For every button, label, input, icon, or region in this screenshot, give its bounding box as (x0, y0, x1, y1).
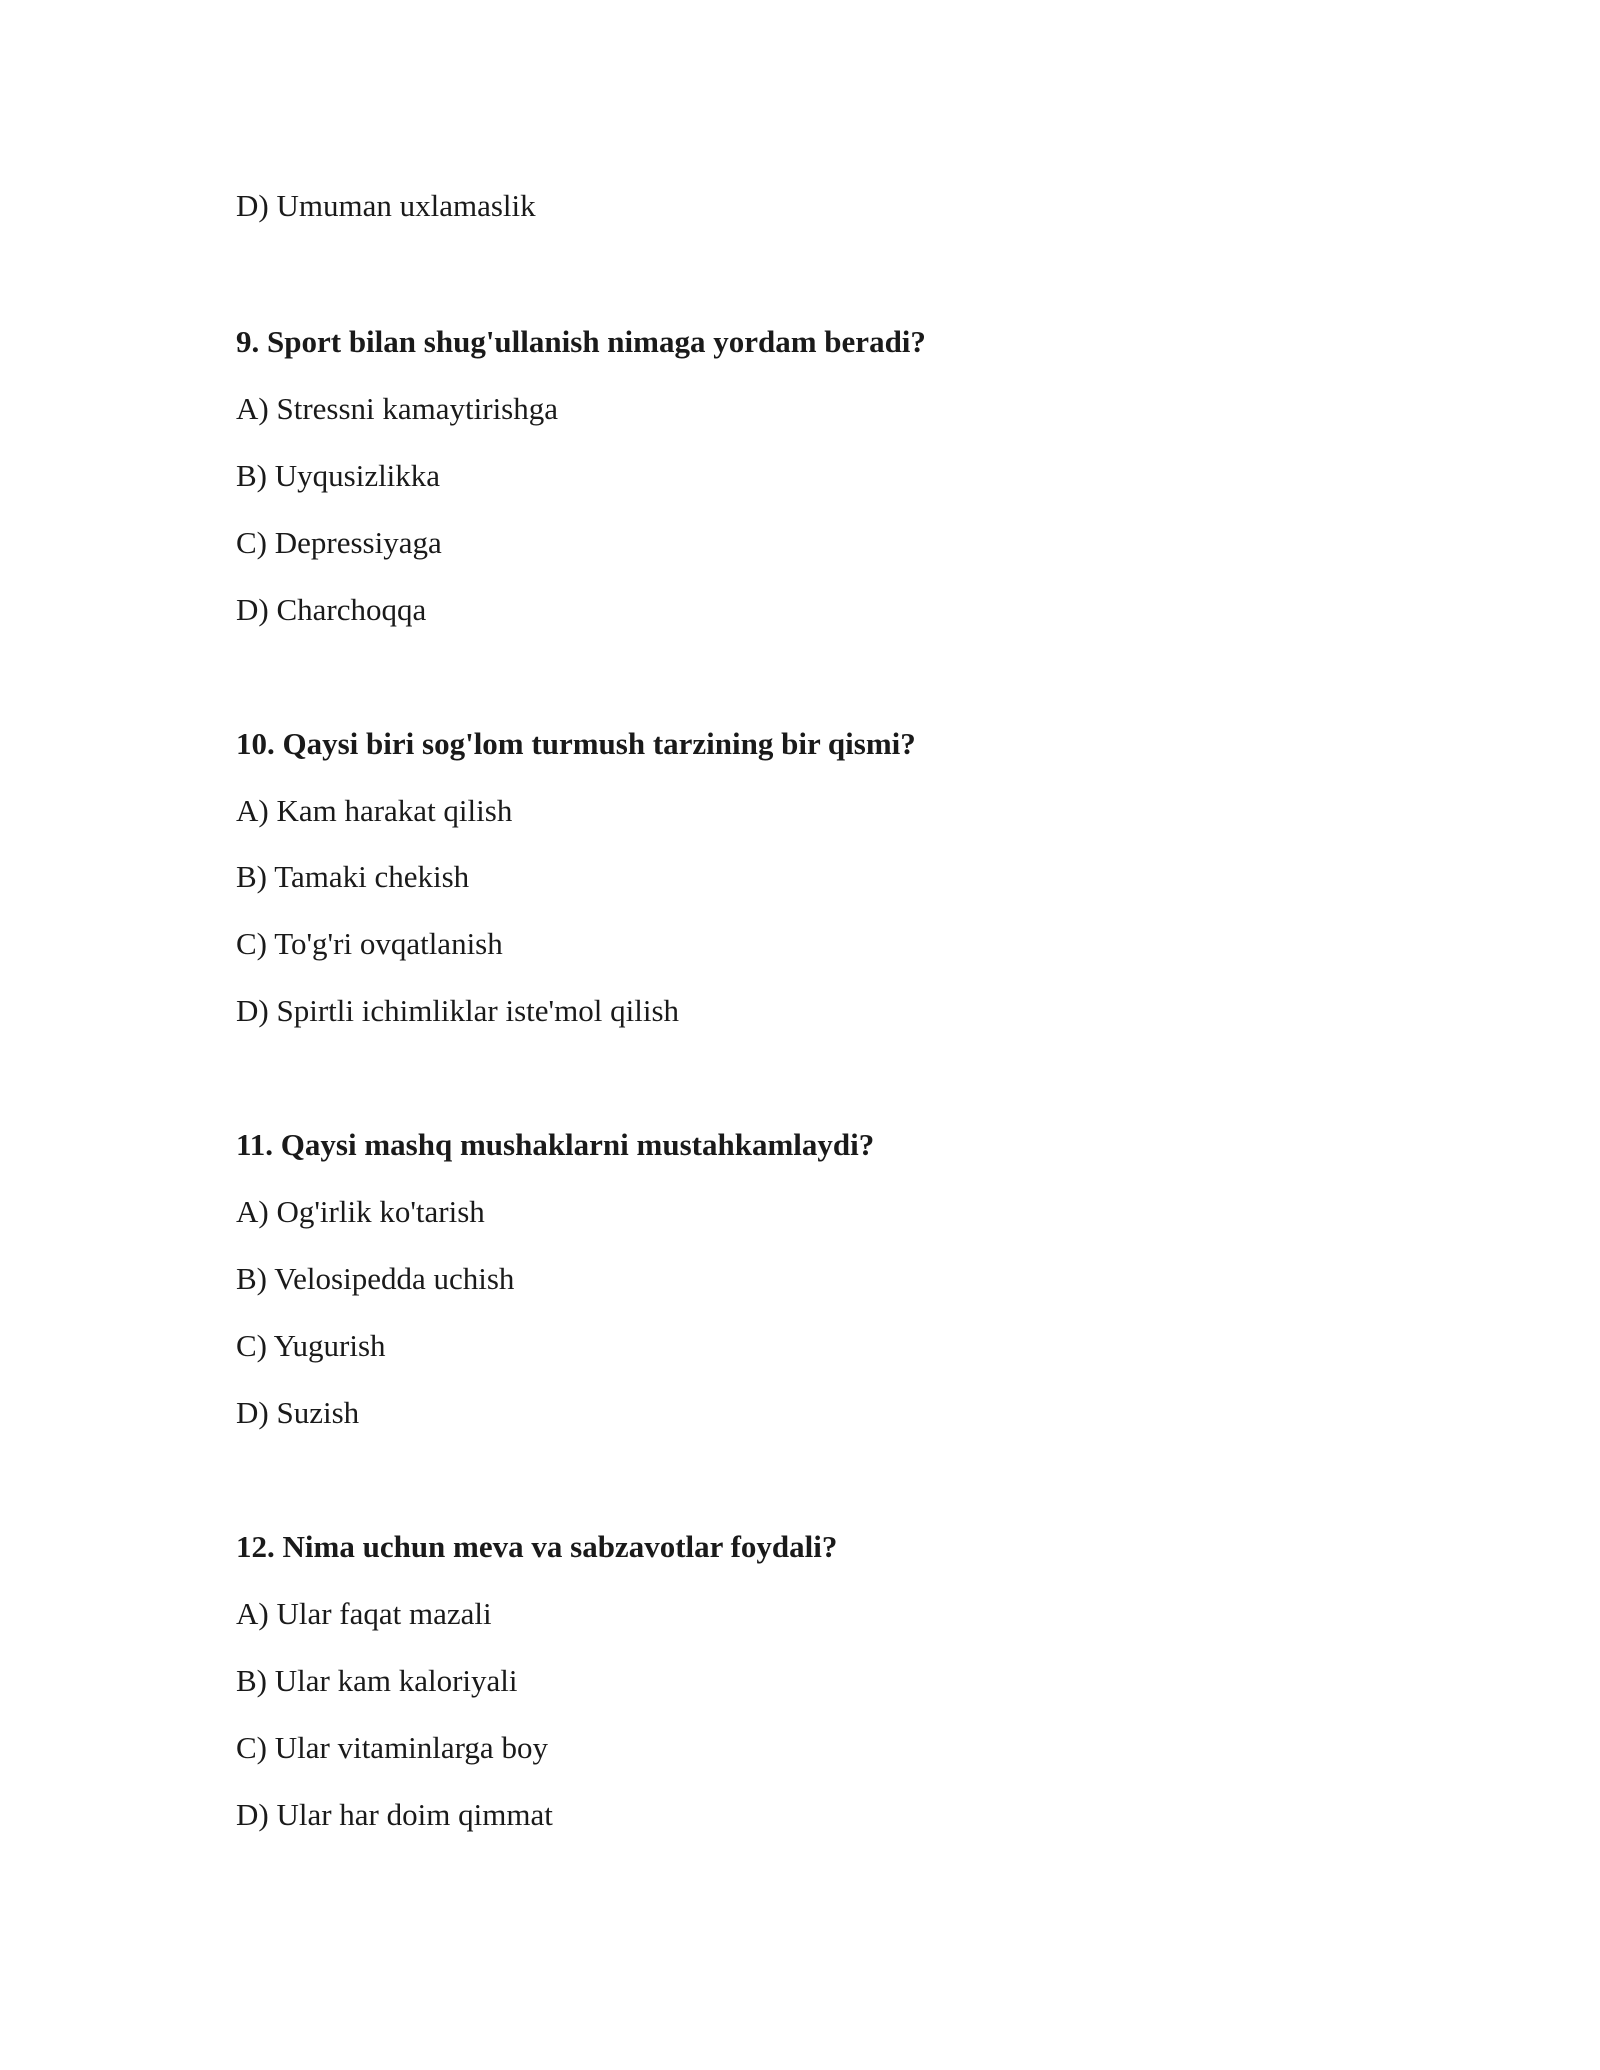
question-11-option-d: D) Suzish (236, 1395, 360, 1430)
question-9-option-a: A) Stressni kamaytirishga (236, 391, 559, 426)
question-11-title: 11. Qaysi mashq mushaklarni mustahkamlaydi? (236, 1127, 875, 1162)
question-9-option-c: C) Depressiyaga (236, 525, 442, 560)
question-12-option-d: D) Ular har doim qimmat (236, 1797, 553, 1832)
question-11-option-a: A) Og'irlik ko'tarish (236, 1194, 485, 1229)
question-11-option-c: C) Yugurish (236, 1328, 386, 1363)
question-12-option-a: A) Ular faqat mazali (236, 1596, 492, 1631)
question-10-option-a: A) Kam harakat qilish (236, 793, 513, 828)
question-12-option-c: C) Ular vitaminlarga boy (236, 1730, 548, 1765)
question-9-option-b: B) Uyqusizlikka (236, 458, 441, 493)
question-12-title: 12. Nima uchun meva va sabzavotlar foydali? (236, 1529, 838, 1564)
question-9-title: 9. Sport bilan shug'ullanish nimaga yordam beradi? (236, 324, 926, 359)
question-10-title: 10. Qaysi biri sog'lom turmush tarzining bir qismi? (236, 726, 916, 761)
question-10-option-b: B) Tamaki chekish (236, 859, 470, 894)
question-10-option-c: C) To'g'ri ovqatlanish (236, 926, 503, 961)
question-9-option-d: D) Charchoqqa (236, 592, 427, 627)
question-11-option-b: B) Velosipedda uchish (236, 1261, 515, 1296)
option-d: D) Umuman uxlamaslik (236, 188, 536, 223)
question-10-option-d: D) Spirtli ichimliklar iste'mol qilish (236, 993, 680, 1028)
question-12-option-b: B) Ular kam kaloriyali (236, 1663, 518, 1698)
